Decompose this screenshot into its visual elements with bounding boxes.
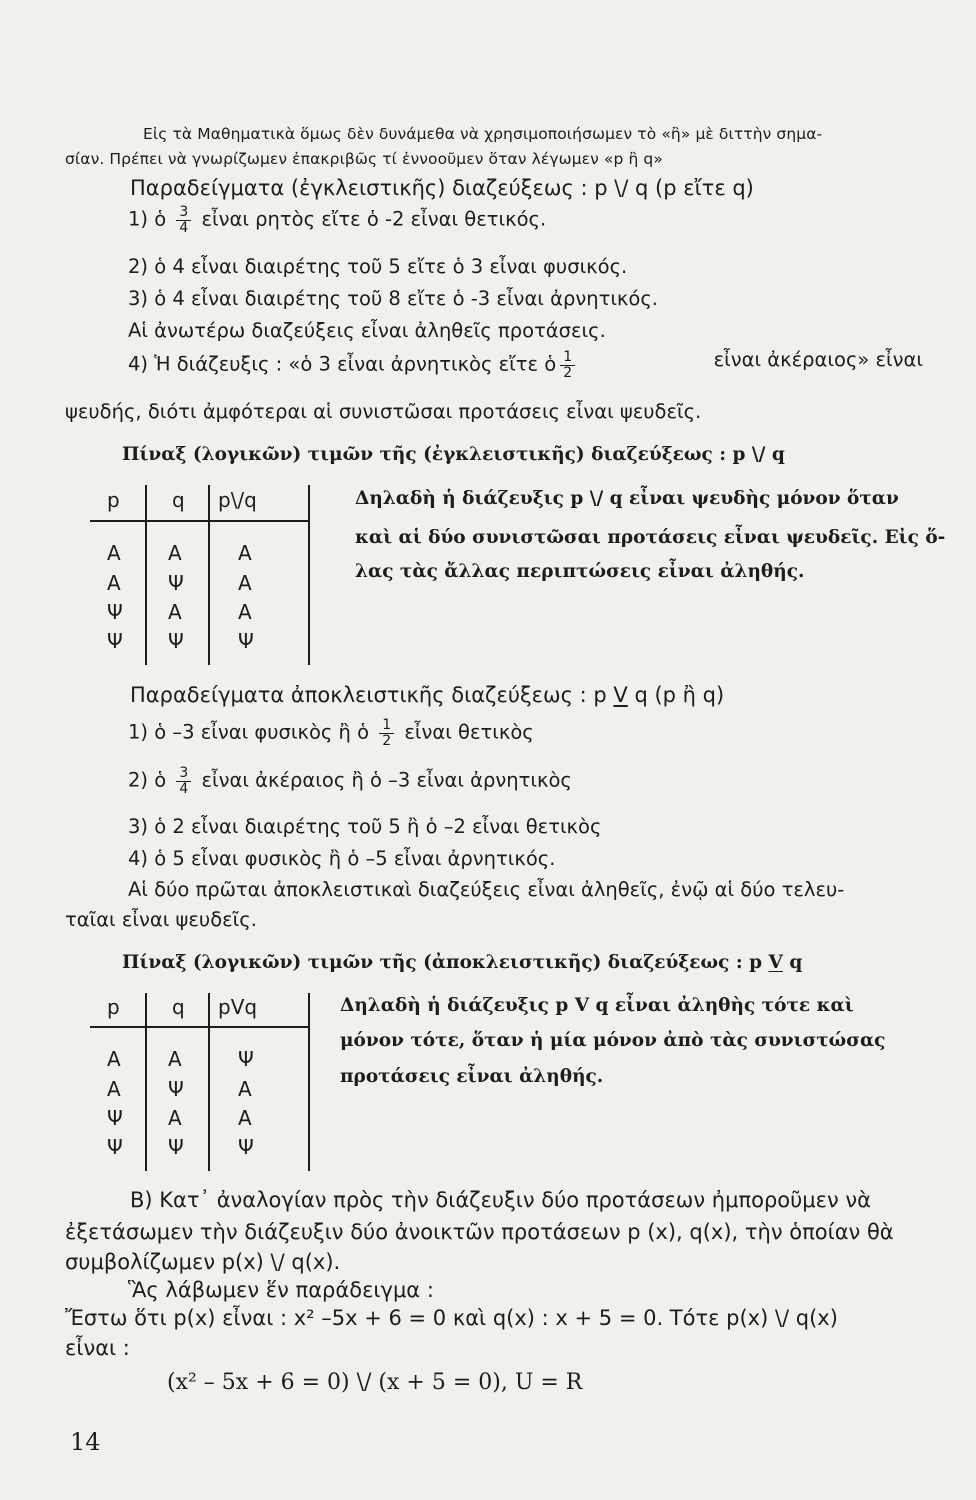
exclusive-heading bbox=[130, 685, 724, 706]
fraction-numerator: 1 bbox=[563, 349, 573, 365]
table2-cell: A bbox=[107, 1047, 121, 1071]
fraction bbox=[176, 205, 191, 235]
table1-divider bbox=[308, 485, 310, 665]
section-b-line-4: Ἃς λάβωμεν ἕν παράδειγμα : bbox=[128, 1278, 434, 1302]
exclusive-example-3: 3) ὁ 2 εἶναι διαιρέτης τοῦ 5 ἢ ὁ –2 εἶναι θετικὸς bbox=[128, 815, 602, 838]
table2-cell: Ψ bbox=[107, 1106, 123, 1130]
inclusive-example-1-post: εἶναι ρητὸς εἴτε ὁ -2 εἶναι θετικός. bbox=[201, 207, 547, 231]
table2-cell: Ψ bbox=[238, 1047, 254, 1071]
exclusive-heading-pre: Παραδείγματα ἀποκλειστικῆς διαζεύξεως : p bbox=[130, 683, 607, 707]
table1-cell: A bbox=[238, 600, 252, 624]
inclusive-example-4-line-2: ψευδής, διότι ἀμφότεραι αἱ συνιστῶσαι προτάσεις εἶναι ψευδεῖς. bbox=[65, 400, 702, 423]
fraction-numerator: 1 bbox=[382, 717, 392, 733]
table2-header-pq: pVq bbox=[218, 995, 258, 1019]
table1-title: Πίναξ (λογικῶν) τιμῶν τῆς (ἐγκλειστικῆς) διαζεύξεως : p \/ q bbox=[122, 444, 785, 465]
table1-header-p: p bbox=[107, 488, 120, 512]
table1-cell: A bbox=[107, 571, 121, 595]
table2-cell: A bbox=[238, 1106, 252, 1130]
exclusive-note-1: Αἱ δύο πρῶται ἀποκλειστικαὶ διαζεύξεις εἶναι ἀληθεῖς, ἐνῷ αἱ δύο τελευ- bbox=[128, 878, 845, 901]
table1-description-3: λας τὰς ἄλλας περιπτώσεις εἶναι ἀληθής. bbox=[355, 561, 805, 582]
table2-cell: A bbox=[238, 1077, 252, 1101]
exclusive-heading-post: q (p ἢ q) bbox=[634, 683, 725, 707]
table1-cell: Ψ bbox=[107, 600, 123, 624]
inclusive-example-1-pre: 1) ὁ bbox=[128, 207, 167, 231]
table1-cell: A bbox=[168, 600, 182, 624]
section-b-line-1: Β) Κατ᾽ ἀναλογίαν πρὸς τὴν διάζευξιν δύο προτάσεων ἠμποροῦμεν νὰ bbox=[130, 1188, 871, 1212]
page-number: 14 bbox=[70, 1428, 101, 1456]
table2-description-1: Δηλαδὴ ἡ διάζευξις p V q εἶναι ἀληθὴς τότε καὶ bbox=[340, 995, 854, 1016]
table2-description-3: προτάσεις εἶναι ἀληθής. bbox=[340, 1066, 604, 1087]
table2-divider bbox=[145, 993, 147, 1171]
table2-title-post: q bbox=[789, 952, 803, 973]
table1-cell: A bbox=[168, 541, 182, 565]
fraction-denominator: 4 bbox=[176, 781, 191, 797]
table2-title-pre: Πίναξ (λογικῶν) τιμῶν τῆς (ἀποκλειστικῆς) διαζεύξεως : p bbox=[122, 952, 763, 973]
inclusive-note: Αἱ ἀνωτέρω διαζεύξεις εἶναι ἀληθεῖς προτάσεις. bbox=[128, 319, 606, 342]
table1-header-q: q bbox=[172, 488, 185, 512]
fraction-denominator: 2 bbox=[560, 365, 575, 381]
inclusive-example-1 bbox=[128, 205, 546, 235]
table1-description-2: καὶ αἱ δύο συνιστῶσαι προτάσεις εἶναι ψευδεῖς. Εἰς ὅ- bbox=[355, 527, 946, 548]
fraction-denominator: 4 bbox=[176, 220, 191, 236]
table2-title bbox=[122, 954, 802, 973]
table2-cell: Ψ bbox=[168, 1077, 184, 1101]
inclusive-example-4-pre-text: 4) Ἡ διάζευξις : «ὁ 3 εἶναι ἀρνητικὸς εἴτε ὁ bbox=[128, 352, 557, 376]
table1-cell: A bbox=[238, 541, 252, 565]
fraction-numerator: 3 bbox=[179, 204, 189, 220]
fraction bbox=[176, 766, 191, 796]
table2-header-q: q bbox=[172, 995, 185, 1019]
table1-divider bbox=[208, 485, 210, 665]
table2-cell: A bbox=[168, 1106, 182, 1130]
fraction bbox=[379, 718, 394, 748]
table1-header-rule bbox=[90, 520, 308, 522]
fraction-denominator: 2 bbox=[379, 733, 394, 749]
inclusive-example-2: 2) ὁ 4 εἶναι διαιρέτης τοῦ 5 εἴτε ὁ 3 εἶναι φυσικός. bbox=[128, 255, 628, 278]
table1-header-pq: p\/q bbox=[218, 488, 257, 512]
table2-cell: A bbox=[107, 1077, 121, 1101]
exclusive-or-symbol: V bbox=[613, 683, 628, 707]
table2-cell: Ψ bbox=[107, 1135, 123, 1159]
table2-cell: A bbox=[168, 1047, 182, 1071]
exclusive-example-2-post: εἶναι ἀκέραιος ἢ ὁ –3 εἶναι ἀρνητικὸς bbox=[201, 768, 572, 792]
exclusive-example-1 bbox=[128, 718, 534, 748]
exclusive-example-1-post: εἶναι θετικὸς bbox=[404, 720, 534, 744]
intro-line-2: σίαν. Πρέπει νὰ γνωρίζωμεν ἐπακριβῶς τί ἐννοοῦμεν ὅταν λέγωμεν «p ἢ q» bbox=[65, 150, 663, 168]
section-b-line-6: εἶναι : bbox=[65, 1336, 130, 1360]
table1-divider bbox=[145, 485, 147, 665]
table2-header-rule bbox=[90, 1026, 308, 1028]
inclusive-example-4-pre bbox=[128, 350, 579, 380]
exclusive-example-2 bbox=[128, 766, 572, 796]
section-b-line-3: συμβολίζωμεν p(x) \/ q(x). bbox=[65, 1250, 341, 1274]
inclusive-example-4 bbox=[128, 350, 923, 380]
table1-cell: A bbox=[238, 571, 252, 595]
table2-description-2: μόνον τότε, ὅταν ἡ μία μόνον ἀπὸ τὰς συνιστώσας bbox=[340, 1030, 886, 1051]
fraction bbox=[560, 350, 575, 380]
intro-line-1: Εἰς τὰ Μαθηματικὰ ὅμως δὲν δυνάμεθα νὰ χρησιμοποιήσωμεν τὸ «ἢ» μὲ διττὴν σημα- bbox=[143, 125, 823, 143]
table2-cell: Ψ bbox=[238, 1135, 254, 1159]
fraction-numerator: 3 bbox=[179, 765, 189, 781]
exclusive-or-symbol: V bbox=[768, 952, 783, 973]
table1-cell: Ψ bbox=[168, 571, 184, 595]
exclusive-note-2: ταῖαι εἶναι ψευδεῖς. bbox=[65, 908, 257, 931]
inclusive-example-3: 3) ὁ 4 εἶναι διαιρέτης τοῦ 8 εἴτε ὁ -3 εἶναι ἀρνητικός. bbox=[128, 287, 658, 310]
exclusive-example-1-pre: 1) ὁ –3 εἶναι φυσικὸς ἢ ὁ bbox=[128, 720, 370, 744]
section-b-line-5: Ἔστω ὅτι p(x) εἶναι : x² –5x + 6 = 0 καὶ q(x) : x + 5 = 0. Τότε p(x) \/ q(x) bbox=[65, 1306, 838, 1330]
exclusive-example-2-pre: 2) ὁ bbox=[128, 768, 167, 792]
table2-divider bbox=[308, 993, 310, 1171]
table1-description-1: Δηλαδὴ ἡ διάζευξις p \/ q εἶναι ψευδὴς μόνον ὅταν bbox=[355, 488, 899, 509]
exclusive-example-4: 4) ὁ 5 εἶναι φυσικὸς ἢ ὁ –5 εἶναι ἀρνητικός. bbox=[128, 847, 556, 870]
inclusive-heading: Παραδείγματα (ἐγκλειστικῆς) διαζεύξεως : p \/ q (p εἴτε q) bbox=[130, 176, 754, 200]
section-b-line-2: ἐξετάσωμεν τὴν διάζευξιν δύο ἀνοικτῶν προτάσεων p (x), q(x), τὴν ὁποίαν θὰ bbox=[65, 1220, 894, 1244]
inclusive-example-4-post: εἶναι ἀκέραιος» εἶναι bbox=[713, 348, 923, 371]
table1-cell: Ψ bbox=[168, 629, 184, 653]
table2-cell: Ψ bbox=[168, 1135, 184, 1159]
table1-cell: A bbox=[107, 541, 121, 565]
example-formula: (x² – 5x + 6 = 0) \/ (x + 5 = 0), U = R bbox=[167, 1370, 583, 1395]
table2-header-p: p bbox=[107, 995, 120, 1019]
table1-cell: Ψ bbox=[238, 629, 254, 653]
table2-divider bbox=[208, 993, 210, 1171]
table1-cell: Ψ bbox=[107, 629, 123, 653]
